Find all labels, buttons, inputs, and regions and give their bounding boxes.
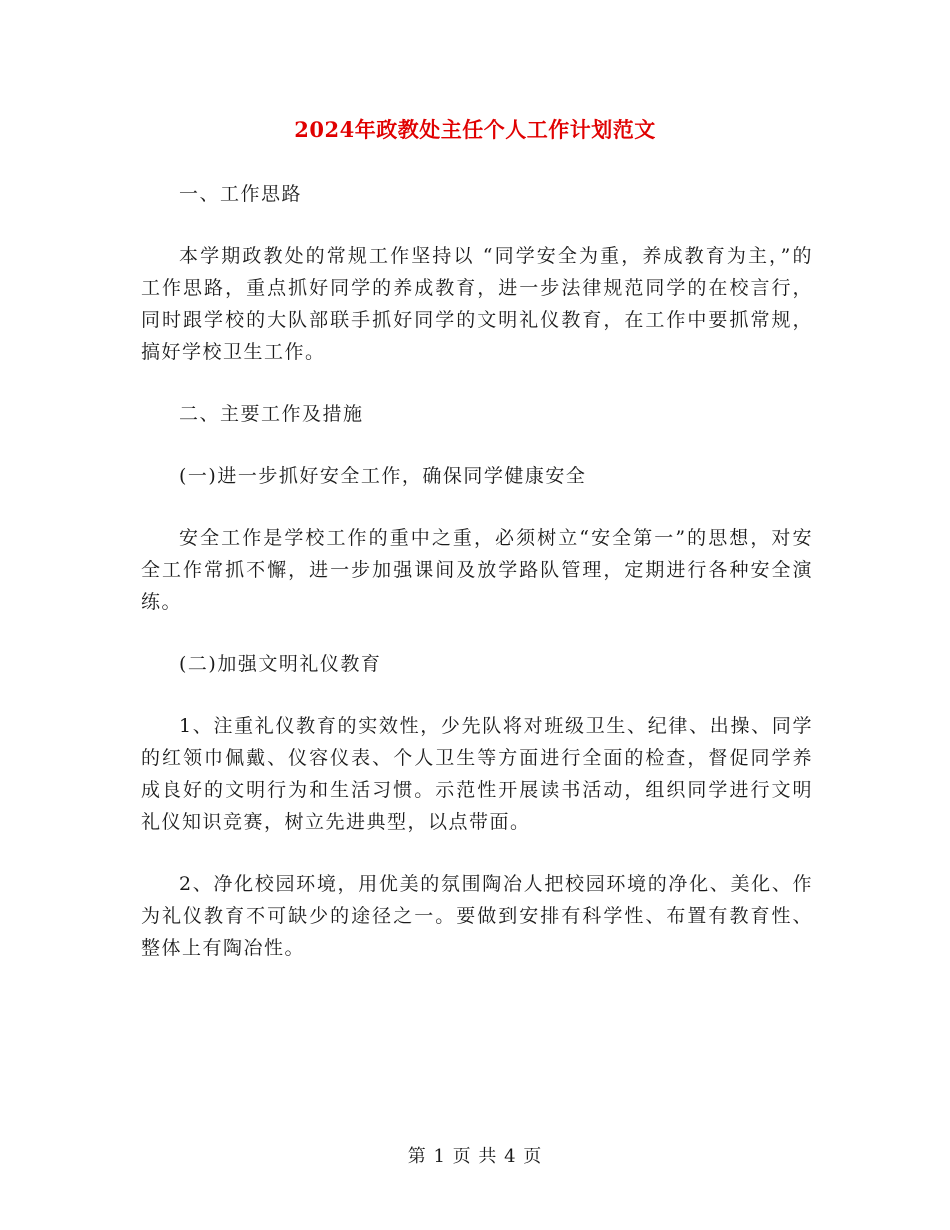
subsection-heading-2: (二)加强文明礼仪教育 xyxy=(179,653,382,675)
document-body xyxy=(141,178,813,994)
section-heading-1: 一、工作思路 xyxy=(179,183,303,205)
page-footer: 第 1 页 共 4 页 xyxy=(407,1146,543,1167)
paragraph-3: 1、注重礼仪教育的实效性，少先队将对班级卫生、纪律、出操、同学的红领巾佩戴、仪容仪表、个人卫生等方面进行全面的检查，督促同学养成良好的文明行为和生活习惯。示范性开展读书活动，组织同学进行文明礼仪知识竞赛，树立先进典型，以点带面。 xyxy=(141,715,813,833)
paragraph-1: 本学期政教处的常规工作坚持以 “同学安全为重，养成教育为主，”的工作思路，重点抓好同学的养成教育，进一步法律规范同学的在校言行，同时跟学校的大队部联手抓好同学的文明礼仪教育，在工作中要抓常规，搞好学校卫生工作。 xyxy=(141,245,813,363)
document-title: 2024年政教处主任个人工作计划范文 xyxy=(294,117,656,142)
paragraph-4: 2、净化校园环境，用优美的氛围陶冶人把校园环境的净化、美化、作为礼仪教育不可缺少的途径之一。要做到安排有科学性、布置有教育性、整体上有陶冶性。 xyxy=(141,873,813,959)
section-heading-2: 二、主要工作及措施 xyxy=(179,403,364,425)
paragraph-2: 安全工作是学校工作的重中之重，必须树立“安全第一”的思想，对安全工作常抓不懈，进一步加强课间及放学路队管理，定期进行各种安全演练。 xyxy=(141,527,813,613)
subsection-heading-1: (一)进一步抓好安全工作，确保同学健康安全 xyxy=(179,465,587,487)
